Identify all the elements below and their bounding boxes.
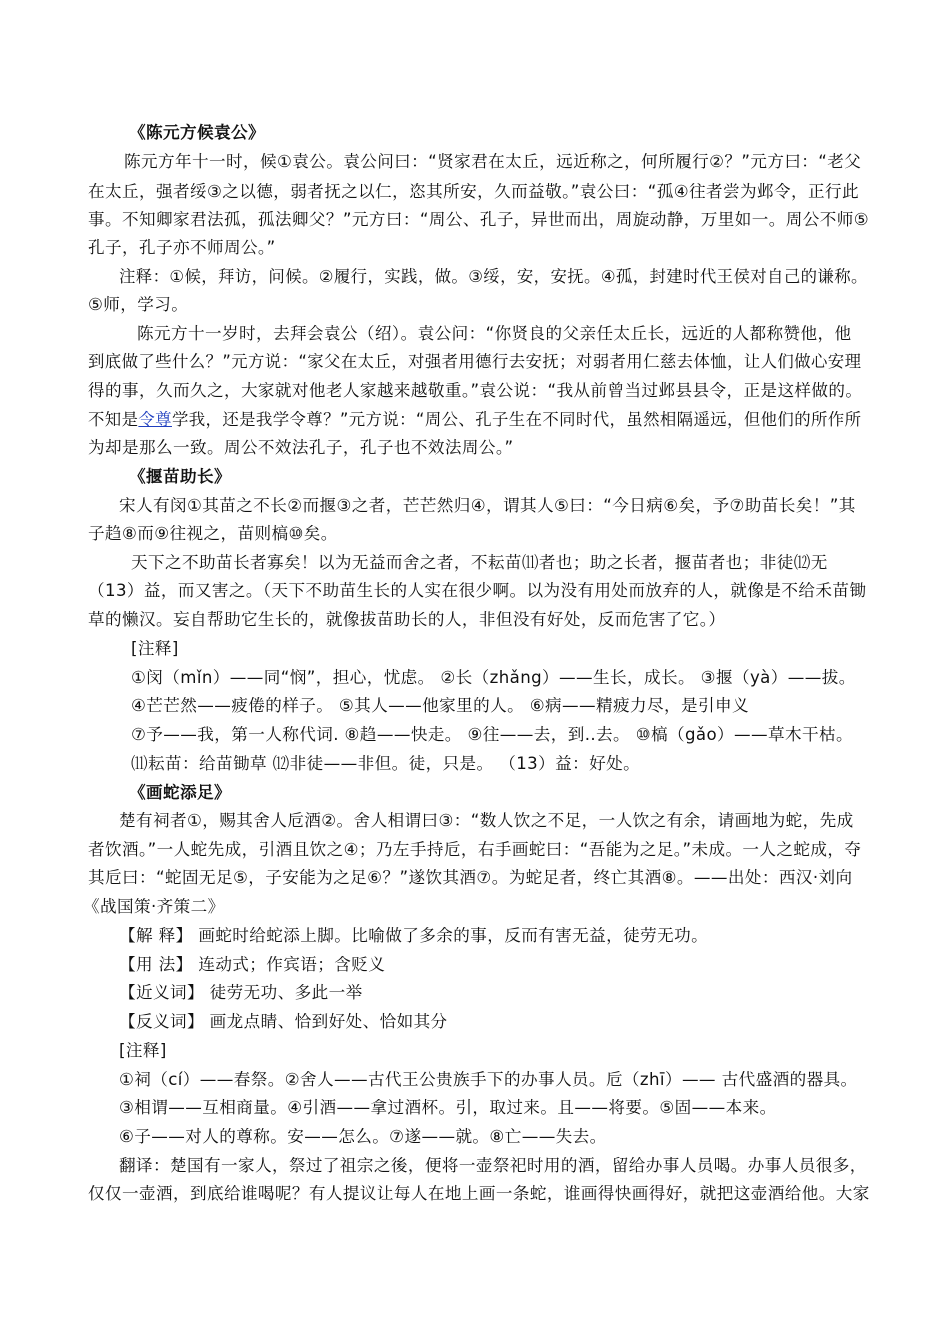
text-line: （13）益，而又害之。（天下不助苗生长的人实在很少啊。以为没有用处而放弃的人，就像是不给禾苗锄 <box>88 581 867 600</box>
text-line: 天下之不助苗长者寡矣！以为无益而舍之者，不耘苗⑾者也；助之长者，揠苗者也；非徒⑿无 <box>131 553 828 572</box>
translation-line: 为却是那么一致。周公不效法孔子，孔子也不效法周公。” <box>88 438 514 457</box>
note-line: ①闵（mǐn）——同“悯”，担心，忧虑。 ②长（zhǎng）——生长，成长。 ③揠（yà）——拔。 <box>131 668 856 687</box>
translation-line: 得的事，久而久之，大家就对他老人家越来越敬重。”袁公说：“我从前曾当过邺县县令，正是这样做的。 <box>88 381 863 400</box>
note-line: ⑤师，学习。 <box>88 295 189 314</box>
translation-line <box>88 410 861 430</box>
note-line: ⑥子——对人的尊称。安——怎么。⑦遂——就。⑧亡——失去。 <box>119 1127 607 1146</box>
text-line: 陈元方年十一时，候①袁公。袁公问曰：“贤家君在太丘，远近称之，何所履行②？”元方曰：“老父 <box>124 152 862 171</box>
section-title: 《画蛇添足》 <box>129 783 231 802</box>
note-line: ③相谓——互相商量。④引酒——拿过酒杯。引，取过来。且——将要。⑤固——本来。 <box>119 1098 777 1117</box>
info-line: 【用 法】 连动式；作宾语；含贬义 <box>119 955 386 974</box>
translation-line: 仅仅一壶酒，到底给谁喝呢？有人提议让每人在地上画一条蛇，谁画得快画得好，就把这壶酒给他。大家 <box>88 1184 870 1203</box>
note-line: ⑾耘苗：给苗锄草 ⑿非徒——非但。徒，只是。 （13）益：好处。 <box>131 754 641 773</box>
text-line: 楚有祠者①，赐其舍人卮酒②。舍人相谓曰③：“数人饮之不足，一人饮之有余，请画地为蛇，先成 <box>119 811 854 830</box>
lingzun-link[interactable]: 令尊 <box>138 410 172 429</box>
notes-heading: [注释] <box>131 639 179 658</box>
translation-line: 翻译：楚国有一家人，祭过了祖宗之後，便将一壶祭祀时用的酒，留给办事人员喝。办事人员很多， <box>119 1156 867 1175</box>
text-line: 子趋⑧而⑨往视之，苗则槁⑩矣。 <box>88 524 338 543</box>
text-line: 者饮酒。”一人蛇先成，引酒且饮之④；乃左手持卮，右手画蛇曰：“吾能为之足。”未成。一人之蛇成，夺 <box>88 840 862 859</box>
section-title: 《揠苗助长》 <box>129 467 231 486</box>
text-line: 在太丘，强者绥③之以德，弱者抚之以仁，恣其所安，久而益敬。”袁公曰：“孤④往者尝为邺令，正行此 <box>88 182 859 201</box>
text-line: 草的懒汉。妄自帮助它生长的，就像拔苗助长的人，非但没有好处，反而危害了它。） <box>88 610 726 629</box>
text-line: 孔子，孔子亦不师周公。” <box>88 238 276 257</box>
note-line: ①祠（cí）——春祭。②舍人——古代王公贵族手下的办事人员。卮（zhī）—— 古代盛酒的器具。 <box>119 1070 858 1089</box>
note-line: ④芒芒然——疲倦的样子。 ⑤其人——他家里的人。 ⑥病——精疲力尽，是引申义 <box>131 696 749 715</box>
translation-text: 学我，还是我学令尊？”元方说：“周公、孔子生在不同时代，虽然相隔遥远，但他们的所作所 <box>171 410 862 429</box>
text-line: 《战国策·齐策二》 <box>83 897 225 916</box>
info-line: 【解 释】 画蛇时给蛇添上脚。比喻做了多余的事，反而有害无益，徒劳无功。 <box>119 926 709 945</box>
notes-heading: [注释] <box>119 1041 167 1060</box>
text-line: 宋人有闵①其苗之不长②而揠③之者，芒芒然归④，谓其人⑤曰：“今日病⑥矣，予⑦助苗长矣！”其 <box>119 496 856 515</box>
text-line: 事。不知卿家君法孤，孤法卿父？”元方曰：“周公、孔子，异世而出，周旋动静，万里如一。周公不师⑤ <box>88 210 869 229</box>
section-title: 《陈元方候袁公》 <box>129 123 265 142</box>
note-line: ⑦予——我，第一人称代词. ⑧趋——快走。 ⑨往——去，到..去。 ⑩槁（gǎo）——草木干枯。 <box>131 725 853 744</box>
translation-line: 到底做了些什么？”元方说：“家父在太丘，对强者用德行去安抚；对弱者用仁慈去体恤，让人们做心安理 <box>88 352 862 371</box>
note-line: 注释：①候，拜访，问候。②履行，实践，做。③绥，安，安抚。④孤，封建时代王侯对自己的谦称。 <box>119 267 868 286</box>
translation-text: 不知是 <box>88 410 139 429</box>
text-line: 其卮曰：“蛇固无足⑤，子安能为之足⑥？”遂饮其酒⑦。为蛇足者，终亡其酒⑧。——出处：西汉·刘向 <box>88 868 853 887</box>
info-line: 【近义词】 徒劳无功、多此一举 <box>119 983 363 1002</box>
info-line: 【反义词】 画龙点睛、恰到好处、恰如其分 <box>119 1012 448 1031</box>
translation-line: 陈元方十一岁时，去拜会袁公（绍）。袁公问：“你贤良的父亲任太丘长，远近的人都称赞他，他 <box>137 324 852 343</box>
